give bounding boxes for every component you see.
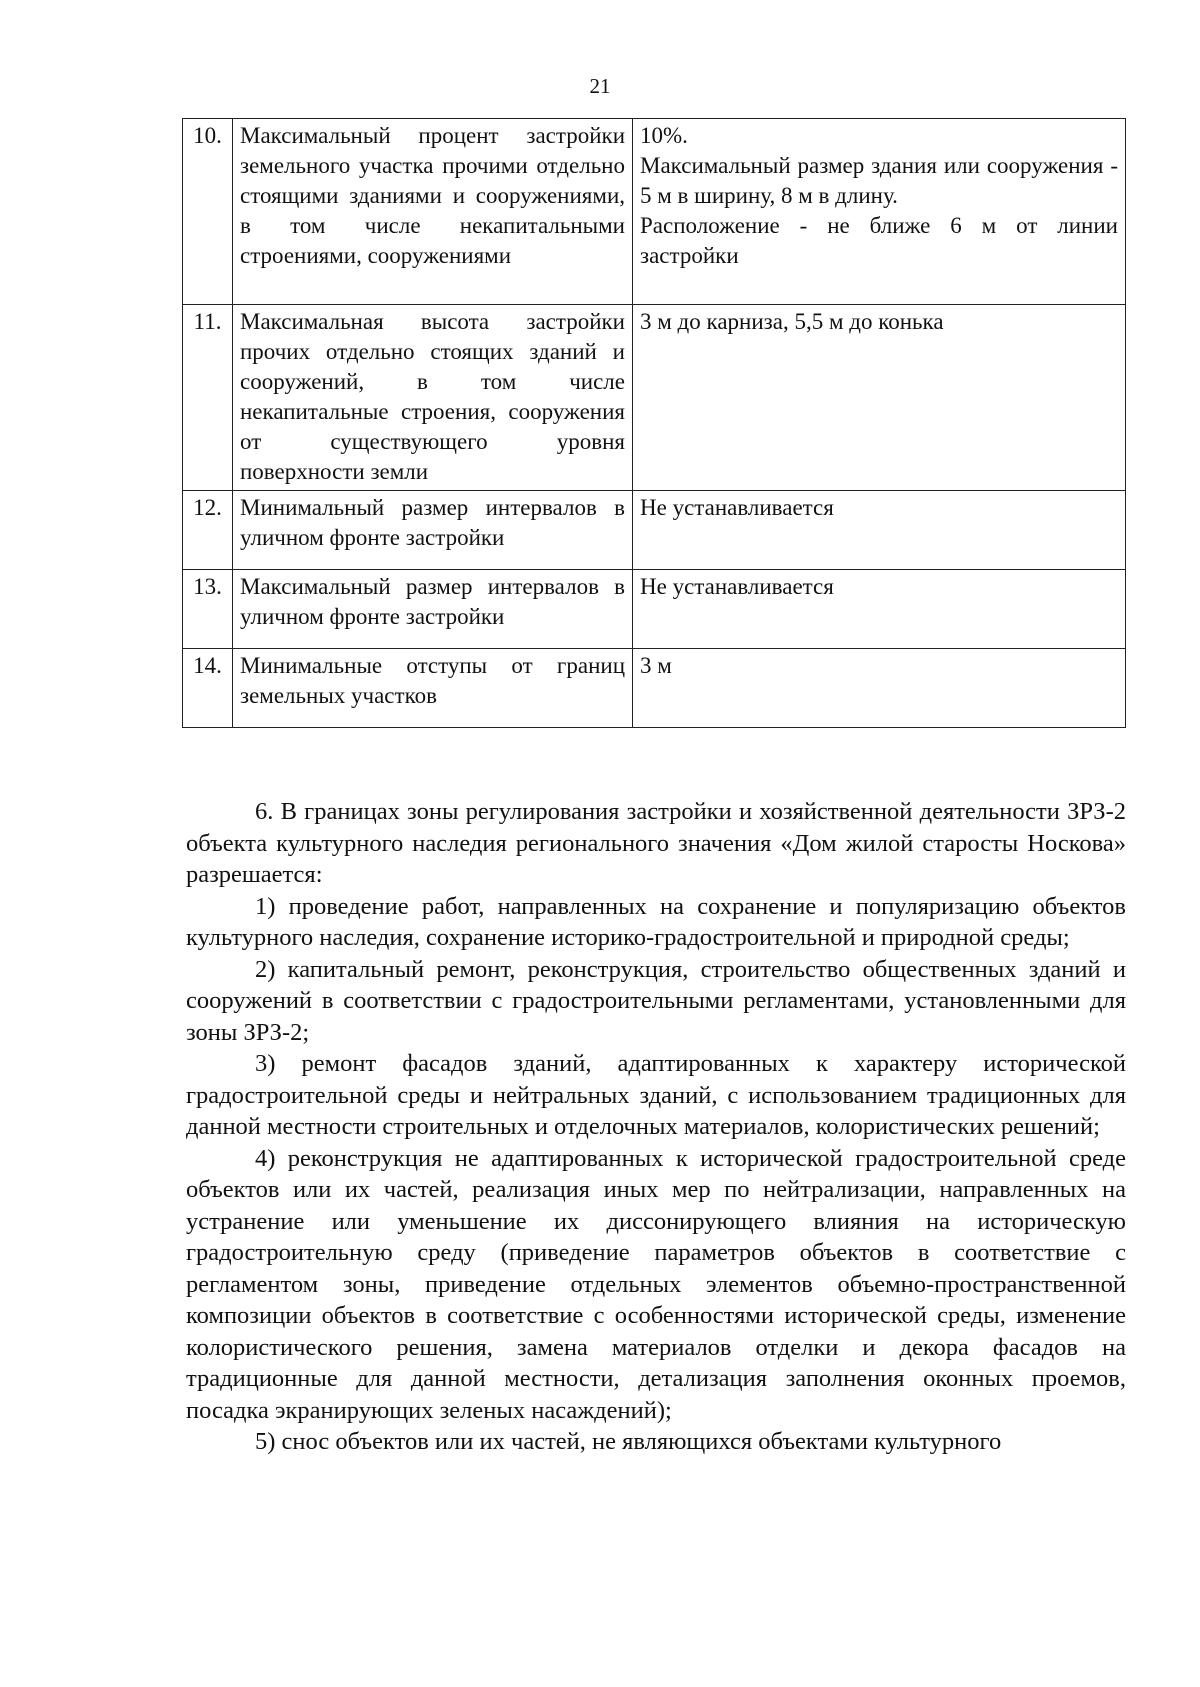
value-line: 10%.: [640, 123, 688, 148]
paragraph: 1) проведение работ, направленных на сохранение и популяризацию объектов культурного наследия, сохранение историко-градостроительной и природной среды;: [186, 892, 1126, 951]
paragraph: 5) снос объектов или их частей, не являющихся объектами культурного: [255, 1428, 1002, 1455]
row-number: 14.: [183, 649, 233, 728]
parameter-cell: Максимальный размер интервалов в уличном фронте застройки: [233, 570, 633, 649]
value-line: 3 м до карниза, 5,5 м до конька: [640, 309, 944, 334]
row-number: 12.: [183, 491, 233, 570]
value-line: 3 м: [640, 653, 672, 678]
value-cell: [633, 649, 1126, 728]
page-number: 21: [589, 74, 611, 98]
value-cell: [633, 119, 1126, 305]
value-line: Не устанавливается: [640, 495, 834, 520]
row-number: 10.: [183, 119, 233, 305]
value-line: Не устанавливается: [640, 574, 834, 599]
value-cell: [633, 305, 1126, 491]
value-line: Расположение - не ближе 6 м от линии застройки: [640, 213, 1118, 268]
row-number: 11.: [183, 305, 233, 491]
row-number: 13.: [183, 570, 233, 649]
value-cell: [633, 491, 1126, 570]
body-text: [186, 796, 1126, 1458]
paragraph: 3) ремонт фасадов зданий, адаптированных к характеру исторической градостроительной среды и нейтральных зданий, с использованием традиционных для данной местности строительных и отделочных материалов, колористических решений;: [186, 1050, 1126, 1140]
paragraph: 6. В границах зоны регулирования застройки и хозяйственной деятельности ЗРЗ-2 объекта культурного наследия регионального значения «Дом жилой старосты Носкова» разрешается:: [186, 798, 1126, 888]
value-line: Максимальный размер здания или сооружения - 5 м в ширину, 8 м в длину.: [640, 153, 1118, 208]
value-cell: [633, 570, 1126, 649]
paragraph: 2) капитальный ремонт, реконструкция, строительство общественных зданий и сооружений в соответствии с градостроительными регламентами, установленными для зоны ЗРЗ-2;: [186, 955, 1126, 1046]
regulations-table: [182, 118, 1126, 728]
table-row: [183, 305, 1126, 491]
table-row: [183, 491, 1126, 570]
parameter-cell: Минимальный размер интервалов в уличном фронте застройки: [233, 491, 633, 570]
paragraph: 4) реконструкция не адаптированных к исторической градостроительной среде объектов или их частей, реализация иных мер по нейтрализации, направленных на устранение или уменьшение их диссонирующего влияния на историческую градостроительную среду (приведение параметров объектов в соответствие с регламентом зоны, приведение отдельных элементов объемно-пространственной композиции объектов в соответствие с особенностями исторической среды, изменение колористического решения, замена материалов отделки и декора фасадов на традиционные для данной местности, детализация заполнения оконных проемов, посадка экранирующих зеленых насаждений);: [186, 1144, 1126, 1424]
parameter-cell: Максимальный процент застройки земельного участка прочими отдельно стоящими зданиями и сооружениями, в том числе некапитальными строениями, сооружениями: [233, 119, 633, 305]
table-row: [183, 649, 1126, 728]
parameter-cell: Максимальная высота застройки прочих отдельно стоящих зданий и сооружений, в том числе некапитальные строения, сооружения от существующего уровня поверхности земли: [233, 305, 633, 491]
table-row: [183, 119, 1126, 305]
parameter-cell: Минимальные отступы от границ земельных участков: [233, 649, 633, 728]
table-row: [183, 570, 1126, 649]
